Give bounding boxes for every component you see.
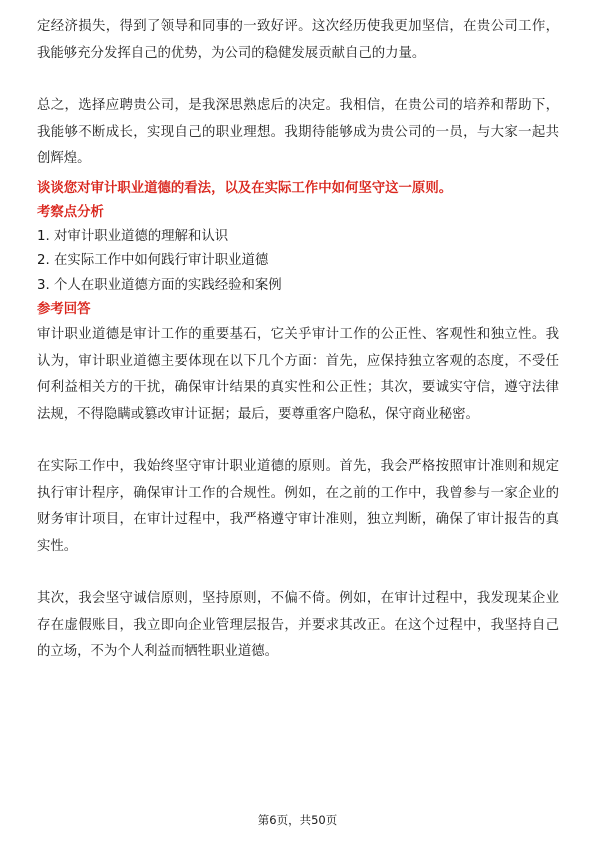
analysis-item-3: 3. 个人在职业道德方面的实践经验和案例 [37, 277, 282, 293]
answer-paragraph-3: 其次，我会坚守诚信原则，坚持原则，不偏不倚。例如，在审计过程中，我发现某企业存在虚假账目，我立即向企业管理层报告，并要求其改正。在这个过程中，我坚持自己的立场，不为个人利益而牺牲职业道德。 [37, 591, 559, 659]
analysis-item-2: 2. 在实际工作中如何践行审计职业道德 [37, 253, 269, 268]
answer-paragraph-2: 在实际工作中，我始终坚守审计职业道德的原则。首先，我会严格按照审计准则和规定执行审计程序，确保审计工作的合规性。例如，在之前的工作中，我曾参与一家企业的财务审计项目，在审计过程中，我严格遵守审计准则，独立判断，确保了审计报告的真实性。 [37, 459, 559, 554]
intro-paragraph-2: 总之，选择应聘贵公司，是我深思熟虑后的决定。我相信，在贵公司的培养和帮助下，我能够不断成长，实现自己的职业理想。我期待能够成为贵公司的一员，与大家一起共创辉煌。 [37, 98, 559, 166]
paragraph-gap [37, 560, 559, 586]
analysis-item-1: 1. 对审计职业道德的理解和认识 [37, 228, 229, 244]
analysis-heading: 考察点分析 [37, 204, 104, 220]
answer-paragraph-1: 审计职业道德是审计工作的重要基石，它关乎审计工作的公正性、客观性和独立性。我认为，审计职业道德主要体现在以下几个方面：首先，应保持独立客观的态度，不受任何利益相关方的干扰，确保审计结果的真实性和公正性；其次，要诚实守信，遵守法律法规，不得隐瞒或篡改审计证据；最后，要尊重客户隐私，保守商业秘密。 [37, 327, 559, 422]
document-page [37, 14, 559, 666]
interview-question: 谈谈您对审计职业道德的看法，以及在实际工作中如何坚守这一原则。 [37, 180, 453, 196]
paragraph-gap [37, 67, 559, 93]
answer-heading: 参考回答 [37, 302, 91, 317]
intro-paragraph-1: 定经济损失，得到了领导和同事的一致好评。这次经历使我更加坚信，在贵公司工作，我能够充分发挥自己的优势，为公司的稳健发展贡献自己的力量。 [37, 19, 559, 61]
page-number: 第6页，共50页 [257, 813, 338, 827]
paragraph-gap [37, 428, 559, 454]
